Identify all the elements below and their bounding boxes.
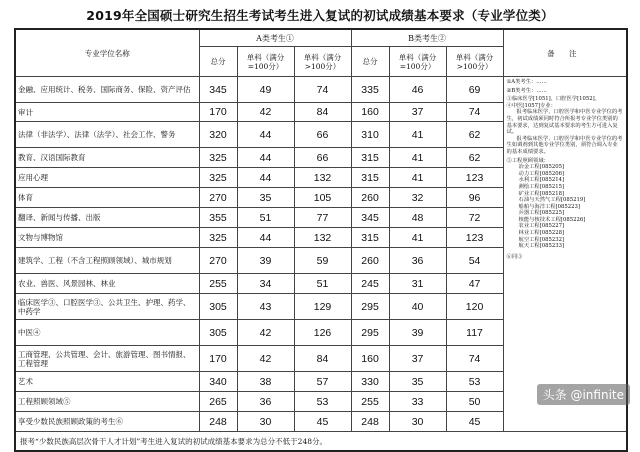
score-a-sub150: 126: [294, 320, 351, 346]
score-b-sub100: 35: [389, 372, 446, 392]
note-clinical-rule: 报考临床医学、口腔医学和中医专业学位的考生，初试成绩须同时符合所报考专业学位类别的基本要求，达到复试基本要求的考生方可进入复试。: [506, 109, 623, 136]
score-b-total: 295: [351, 294, 389, 320]
major-name: 法律（非法学）、法律（法学）、社会工作、警务: [15, 122, 199, 148]
score-b-total: 160: [351, 346, 389, 372]
major-name: 体育: [15, 188, 199, 208]
engineering-field: 测绘工程[085215]: [518, 183, 565, 190]
score-a-total: 270: [199, 248, 237, 274]
major-name: 享受少数民族照顾政策的考生⑥: [15, 412, 199, 432]
major-name: 教育、汉语国际教育: [15, 148, 199, 168]
score-a-total: 270: [199, 188, 237, 208]
score-a-total: 340: [199, 372, 237, 392]
score-a-total: 325: [199, 168, 237, 188]
score-b-total: 255: [351, 392, 389, 412]
major-name: 农业、兽医、风景园林、林业: [15, 274, 199, 294]
score-b-sub100: 41: [389, 168, 446, 188]
score-b-sub150: 96: [446, 188, 503, 208]
major-name: 翻译、新闻与传播、出版: [15, 208, 199, 228]
score-b-sub100: 48: [389, 208, 446, 228]
major-name: 应用心理: [15, 168, 199, 188]
score-b-sub100: 41: [389, 122, 446, 148]
score-b-total: 160: [351, 103, 389, 122]
note-minority: ⑥同③: [506, 253, 523, 260]
score-b-sub150: 72: [446, 208, 503, 228]
score-b-sub150: 54: [446, 248, 503, 274]
header-b-sub150: 单科（满分>100分）: [446, 47, 503, 77]
score-a-sub100: 43: [237, 294, 294, 320]
score-b-sub100: 30: [389, 412, 446, 432]
score-a-total: 305: [199, 294, 237, 320]
header-b-sub100: 单科（满分=100分）: [389, 47, 446, 77]
score-b-sub150: 62: [446, 148, 503, 168]
score-b-sub150: 47: [446, 274, 503, 294]
score-a-sub100: 44: [237, 228, 294, 248]
engineering-field: 核能与核技术工程[085226]: [518, 216, 586, 223]
score-a-sub100: 38: [237, 372, 294, 392]
engineering-field: 林业工程[085228]: [518, 230, 565, 237]
score-table: [14, 28, 628, 452]
engineering-field: 冶金工程[085205]: [518, 164, 565, 171]
score-a-sub100: 42: [237, 346, 294, 372]
score-a-sub100: 44: [237, 168, 294, 188]
score-a-sub150: 84: [294, 346, 351, 372]
header-a-sub150: 单科（满分>100分）: [294, 47, 351, 77]
page-title: 2019年全国硕士研究生招生考试考生进入复试的初试成绩基本要求（专业学位类）: [86, 8, 554, 23]
score-a-sub150: 66: [294, 122, 351, 148]
engineering-field: 农业工程[085227]: [518, 223, 565, 230]
major-name: 建筑学、工程（不含工程照顾领域）、城市规划: [15, 248, 199, 274]
score-b-total: 335: [351, 77, 389, 103]
major-name: 金融、应用统计、税务、国际商务、保险、资产评估: [15, 77, 199, 103]
score-a-total: 320: [199, 122, 237, 148]
score-a-sub100: 30: [237, 412, 294, 432]
score-b-sub150: 120: [446, 294, 503, 320]
score-b-sub100: 41: [389, 228, 446, 248]
engineering-field: 航天工程[085233]: [518, 243, 565, 250]
engineering-field: 石油与天然气工程[085219]: [518, 197, 586, 204]
score-a-total: 325: [199, 228, 237, 248]
note-clinical: ③临床医学[1051]、口腔医学[1052]、: [506, 96, 601, 103]
score-a-total: 345: [199, 77, 237, 103]
score-b-sub100: 31: [389, 274, 446, 294]
score-a-sub150: 129: [294, 294, 351, 320]
score-a-sub150: 84: [294, 103, 351, 122]
score-a-sub100: 49: [237, 77, 294, 103]
score-b-sub100: 37: [389, 103, 446, 122]
header-a-sub100: 单科（满分=100分）: [237, 47, 294, 77]
score-b-sub100: 40: [389, 294, 446, 320]
score-b-sub150: 69: [446, 77, 503, 103]
score-a-sub100: 39: [237, 248, 294, 274]
score-b-sub100: 33: [389, 392, 446, 412]
score-a-total: 248: [199, 412, 237, 432]
score-b-sub150: 53: [446, 372, 503, 392]
score-b-total: 330: [351, 372, 389, 392]
major-name: 文物与博物馆: [15, 228, 199, 248]
score-a-total: 305: [199, 320, 237, 346]
score-b-total: 248: [351, 412, 389, 432]
header-group-b: B类考生②: [351, 29, 503, 47]
engineering-field: 船舶与海洋工程[085223]: [518, 203, 580, 210]
score-a-sub100: 44: [237, 122, 294, 148]
major-name: 艺术: [15, 372, 199, 392]
score-b-total: 260: [351, 248, 389, 274]
score-a-total: 255: [199, 274, 237, 294]
score-b-sub150: 45: [446, 412, 503, 432]
note-engineering-title: ⑤工程照顾领域：: [506, 157, 549, 164]
score-b-total: 315: [351, 148, 389, 168]
score-b-sub100: 46: [389, 77, 446, 103]
remarks-notes: [503, 77, 627, 432]
major-name: 临床医学③、口腔医学③、公共卫生、护理、药学、中药学: [15, 294, 199, 320]
score-b-sub100: 37: [389, 346, 446, 372]
note-clinical-transfer: 报考临床医学、口腔医学和中医专业学位的考生如调剂到其他专业学位类别，须符合调入专业的基本成绩要求。: [506, 135, 623, 155]
score-b-sub150: 50: [446, 392, 503, 412]
score-a-sub150: 77: [294, 208, 351, 228]
score-b-sub100: 36: [389, 248, 446, 274]
header-major: 专业学位名称: [15, 29, 199, 77]
score-a-sub150: 45: [294, 412, 351, 432]
header-b-total: 总分: [351, 47, 389, 77]
score-b-sub150: 62: [446, 122, 503, 148]
major-name: 审计: [15, 103, 199, 122]
score-a-sub150: 57: [294, 372, 351, 392]
score-a-sub150: 66: [294, 148, 351, 168]
score-a-sub150: 51: [294, 274, 351, 294]
header-a-total: 总分: [199, 47, 237, 77]
engineering-field: 动力工程[085206]: [518, 170, 565, 177]
score-a-sub150: 132: [294, 168, 351, 188]
score-b-total: 315: [351, 168, 389, 188]
score-b-sub150: 117: [446, 320, 503, 346]
engineering-field: 矿业工程[085218]: [518, 190, 565, 197]
score-a-total: 355: [199, 208, 237, 228]
score-a-sub150: 132: [294, 228, 351, 248]
score-a-sub100: 51: [237, 208, 294, 228]
score-b-sub100: 41: [389, 148, 446, 168]
score-a-sub100: 35: [237, 188, 294, 208]
major-name: 工商管理、公共管理、会计、旅游管理、图书情报、工程管理: [15, 346, 199, 372]
header-group-a: A类考生①: [199, 29, 351, 47]
score-b-total: 345: [351, 208, 389, 228]
score-a-total: 265: [199, 392, 237, 412]
score-a-sub150: 59: [294, 248, 351, 274]
score-a-sub100: 42: [237, 103, 294, 122]
engineering-field: 水利工程[085214]: [518, 177, 565, 184]
score-a-sub150: 53: [294, 392, 351, 412]
major-name: 工程照顾领域⑤: [15, 392, 199, 412]
watermark: 头条 @infinite: [537, 384, 630, 405]
score-b-sub150: 123: [446, 228, 503, 248]
score-a-sub100: 44: [237, 148, 294, 168]
score-a-sub150: 74: [294, 77, 351, 103]
major-name: 中医④: [15, 320, 199, 346]
score-b-sub150: 123: [446, 168, 503, 188]
score-b-sub100: 32: [389, 188, 446, 208]
header-remarks: 备 注: [503, 29, 627, 77]
score-b-total: 310: [351, 122, 389, 148]
score-a-sub100: 36: [237, 392, 294, 412]
engineering-field: 航空工程[085232]: [518, 236, 565, 243]
score-b-total: 295: [351, 320, 389, 346]
score-b-sub100: 39: [389, 320, 446, 346]
score-b-sub150: 74: [446, 346, 503, 372]
note-tcm: ④中医[1057]专业：: [506, 102, 556, 109]
score-b-total: 245: [351, 274, 389, 294]
score-b-sub150: 74: [446, 103, 503, 122]
score-a-total: 170: [199, 346, 237, 372]
engineering-field: 兵器工程[085225]: [518, 210, 565, 217]
score-a-total: 170: [199, 103, 237, 122]
score-b-total: 260: [351, 188, 389, 208]
table-row: [15, 77, 627, 103]
score-b-total: 315: [351, 228, 389, 248]
score-rows: [15, 77, 627, 432]
note-a-class: ①A类考生：……: [506, 79, 547, 85]
score-a-sub100: 42: [237, 320, 294, 346]
score-a-total: 325: [199, 148, 237, 168]
note-b-class: ②B类考生：……: [506, 87, 547, 94]
score-a-sub100: 34: [237, 274, 294, 294]
footer-note: 报考“少数民族高层次骨干人才计划”考生进入复试的初试成绩基本要求为总分不低于248分。: [15, 432, 627, 452]
score-a-sub150: 105: [294, 188, 351, 208]
